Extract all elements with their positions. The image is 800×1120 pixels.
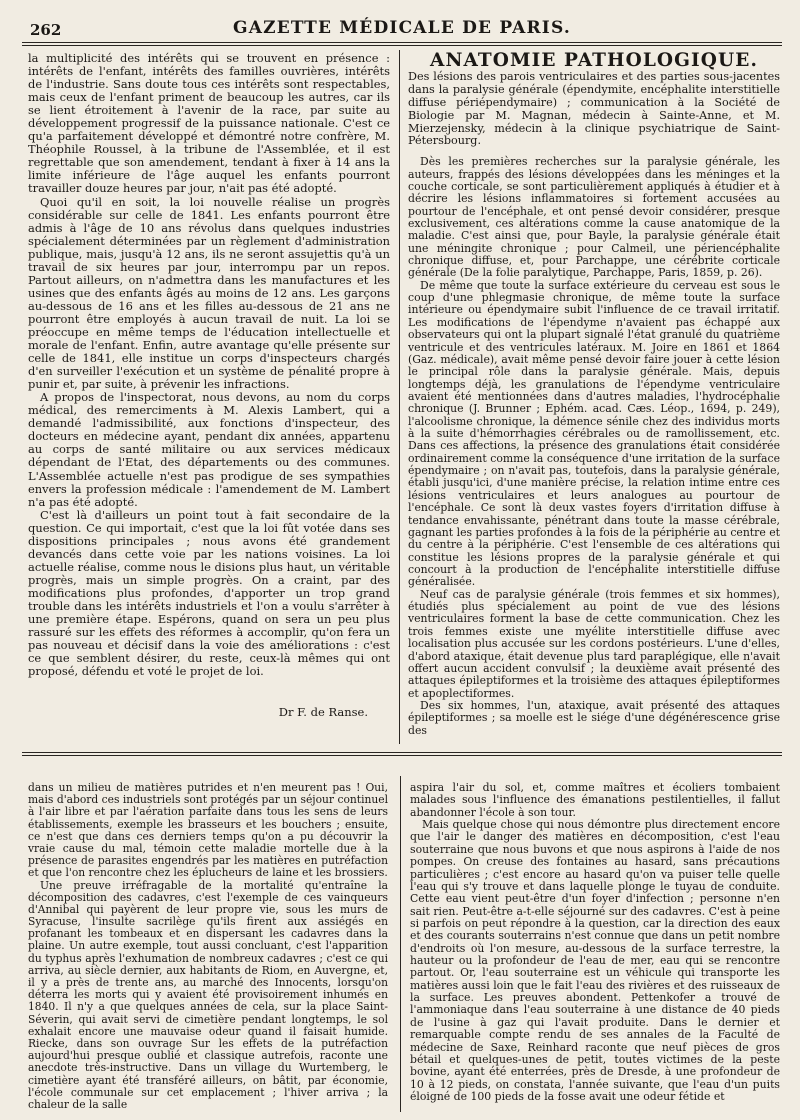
page-number: 262: [30, 21, 62, 39]
article-intro: Des lésions des parois ventriculaires et des parties sous-jacentes dans la paralysie générale (épendymite, encéphalite interstitielle diffuse périépendymaire) ; communication à la Société de Biologie par M. Magnan, médecin à Sainte-Anne, et M. Mierzejensky, médecin à la clinique psychiatrique de Saint-Pétersbourg.: [408, 70, 780, 148]
bottom-right-paragraph: aspira l'air du sol, et, comme maîtres et écoliers tombaient malades sous l'influence des émanations pestilentielles, il fallut abandonner l'école à son tour.: [410, 782, 780, 819]
right-column: [408, 52, 780, 742]
section-divider-double: [22, 755, 782, 756]
bottom-right-column: [410, 782, 780, 1112]
bottom-right-paragraph: Mais quelque chose qui nous démontre plus directement encore que l'air le danger des matières en décomposition, c'est l'eau souterraine que nous buvons et que nous aspirons à l'aide de nos pompes. On creuse des fontaines au hasard, sans précautions particulières ; c'est encore au hasard qu'on va puiser telle quelle l'eau qui s'y trouve et dans laquelle plonge le tuyau de conduite. Cette eau vient peut-être d'un foyer d'infection ; personne n'en sait rien. Peut-être a-t-elle séjourné sur des cadavres. C'est à peine si parfois on peut répondre à la question, car la direction des eaux et des courants souterrains n'est connue que dans un petit nombre d'endroits où l'on mesure, au-dessous de la surface terrestre, la hauteur ou la profondeur de l'eau de mer, eau qui se rencontre partout. Or, l'eau souterraine est un véhicule qui transporte les matières aussi loin que le fait l'eau des rivières et des ruisseaux de la surface. Les preuves abondent. Pettenkofer a trouvé de l'ammoniaque dans l'eau souterraine à une distance de 40 pieds de l'usine à gaz qui l'avait produite. Dans le dernier et remarquable compte rendu de ses annales de la Faculté de médecine de Saxe, Reinhard raconte que neuf pièces de gros bétail et quelques-unes de petit, toutes victimes de la peste bovine, ayant été enterrées, près de Dresde, à une profondeur de 10 à 12 pieds, on constata, l'année suivante, que l'eau d'un puits éloigné de 100 pieds de la fosse avait une odeur fétide et: [410, 818, 780, 1103]
header-rule: [22, 42, 782, 43]
page-header: [22, 18, 782, 40]
running-title: GAZETTE MÉDICALE DE PARIS.: [233, 18, 571, 38]
right-paragraph: De même que toute la surface extérieure du cerveau est sous le coup d'une phlegmasie chronique, de même toute la surface intérieure ou épendymaire subit l'influence de ce travail irritatif. Les modifications de l'épendyme n'avaient pas échappé aux observateurs qui ont la plupart signalé l'état granulé du quatrième ventricule et des ventricules latéraux. M. Joire en 1861 et 1864 (Gaz. médicale), avait même pensé devoir faire jouer à cette lésion le principal rôle dans la paralysie générale. Mais, depuis longtemps déjà, les granulations de l'épendyme ventriculaire avaient été mentionnées dans d'autres maladies, l'hydrocéphalie chronique (J. Brunner ; Ephém. acad. Cæs. Léop., 1694, p. 249), l'alcoolisme chronique, la démence sénile chez des individus morts à la suite d'hémorrhagies cérébrales ou de ramollissement, etc. Dans ces affections, la présence des granulations était considérée ordinairement comme la conséquence d'une irritation de la surface épendymaire ; on n'avait pas, toutefois, dans la paralysie générale, établi jusqu'ici, d'une manière précise, la relation intime entre ces lésions ventriculaires et leurs analogues au pourtour de l'encéphale. Ce sont là deux vastes foyers d'irritation diffuse à tendance envahissante, pénétrant dans toute la masse cérébrale, gagnant les parties profondes à la fois de la périphérie au centre et du centre à la périphérie. C'est l'ensemble de ces altérations qui constitue les lésions propres de la paralysie générale et qui concourt à la production de l'encéphalite interstitielle diffuse généralisée.: [408, 278, 780, 589]
bottom-left-paragraph: dans un milieu de matières putrides et n'en meurent pas ! Oui, mais d'abord ces industriels sont protégés par un séjour continuel à l'air libre et par l'aération parfaite dans tous les sens de leurs établissements, exemple les brasseurs et les bouchers ; ensuite, ce n'est que dans ces derniers temps qu'on a pu découvrir la vraie cause du mal, témoin cette maladie mortelle due à la présence de parasites engendrés par les matières en putréfaction et que l'on rencontre chez les éplucheurs de laine et les brossiers.: [28, 782, 388, 880]
right-paragraph: Dès les premières recherches sur la paralysie générale, les auteurs, frappés des lésions développées dans les méninges et la couche corticale, se sont particulièrement appliqués à étudier et à décrire les lésions inflammatoires si fortement accusées au pourtour de l'encéphale, et ont pensé devoir considérer, presque exclusivement, ces altérations comme la cause anatomique de la maladie. C'est ainsi que, pour Bayle, la paralysie générale était une méningite chronique ; pour Calmeil, une périencéphalite chronique diffuse, et, pour Parchappe, une cérébrite corticale générale (De la folie paralytique, Parchappe, Paris, 1859, p. 26).: [408, 155, 780, 280]
left-paragraph: A propos de l'inspectorat, nous devons, au nom du corps médical, des remerciments à M. Alexis Lambert, qui a demandé l'admissibilité, aux fonctions d'inspecteur, des docteurs en médecine ayant, pendant dix années, appartenu au corps de santé militaire ou aux services médicaux dépendant de l'Etat, des départements ou des communes. L'Assemblée actuelle n'est pas prodigue de ses sympathies envers la profession médicale : l'amendement de M. Lambert n'a pas été adopté.: [28, 390, 390, 509]
header-rule-double: [22, 45, 782, 46]
right-paragraph: Neuf cas de paralysie générale (trois femmes et six hommes), étudiés plus spécialement au point de vue des lésions ventriculaires forment la base de cette communication. Chez les trois femmes existe une myélite interstitielle diffuse avec localisation plus accusée sur les cordons postérieurs. L'une d'elles, d'abord ataxique, était devenue plus tard paraplégique, elle n'avait offert aucun accident convulsif ; la deuxième avait présenté des attaques épileptiformes et la troisième des attaques épileptiformes et apoplectiformes.: [408, 587, 780, 700]
right-paragraph: Des six hommes, l'un, ataxique, avait présenté des attaques épileptiformes ; sa moelle est le siége d'une dégénérescence grise des: [408, 698, 780, 737]
section-divider: [22, 752, 782, 753]
left-paragraph: la multiplicité des intérêts qui se trouvent en présence : intérêts de l'enfant, intérêts des familles ouvrières, intérêts de l'industrie. Sans doute tous ces intérêts sont respectables, mais ceux de l'enfant priment de beaucoup les autres, car ils se lient étroitement à l'avenir de la race, par suite au développement progressif de la puissance nationale. C'est ce qu'a parfaitement développé et démontré notre confrère, M. Théophile Roussel, à la tribune de l'Assemblée, et il est regrettable que son amendement, tendant à fixer à 14 ans la limite inférieure de l'âge auquel les enfants pourront travailler douze heures par jour, n'ait pas été adopté.: [28, 52, 390, 196]
left-column: [28, 52, 390, 736]
left-paragraph: Quoi qu'il en soit, la loi nouvelle réalise un progrès considérable sur celle de 1841. Les enfants pourront être admis à l'âge de 10 ans révolus dans quelques industries spécialement déterminées par un règlement d'administration publique, mais, jusqu'à 12 ans, ils ne seront assujettis qu'à un travail de six heures par jour, interrompu par un repos. Partout ailleurs, on n'admettra dans les manufactures et les usines que des enfants âgés au moins de 12 ans. Les garçons au-dessous de 16 ans et les filles au-dessous de 21 ans ne pourront être employés à aucun travail de nuit. La loi se préoccupe en même temps de l'éducation intellectuelle et morale de l'enfant. Enfin, autre avantage qu'elle présente sur celle de 1841, elle institue un corps d'inspecteurs chargés d'en surveiller l'exécution et un système de pénalité propre à punir et, par suite, à prévenir les infractions.: [28, 194, 390, 392]
column-rule: [399, 50, 400, 744]
left-paragraph: C'est là d'ailleurs un point tout à fait secondaire de la question. Ce qui importait, c'est que la loi fût votée dans ses dispositions principales ; nous avons été grandement devancés dans cette voie par les nations voisines. La loi actuelle réalise, comme nous le disions plus haut, un véritable progrès, mais un simple progrès. On a craint, par des modifications plus profondes, d'apporter un trop grand trouble dans les intérêts industriels et l'on a voulu s'arrêter à une première étape. Espérons, quand on sera un peu plus rassuré sur les effets des réformes à accomplir, qu'on fera un pas nouveau et décisif dans la voie des améliorations : c'est ce que semblent désirer, du reste, ceux-là mêmes qui ont proposé, défendu et voté le projet de loi.: [28, 507, 390, 679]
bottom-left-paragraph: Une preuve irréfragable de la mortalité qu'entraîne la décomposition des cadavres, c'est l'exemple de ces vainqueurs d'Annibal qui payèrent de leur propre vie, sous les murs de Syracuse, l'insulte sacrilège qu'ils firent aux assiégés en profanant les tombeaux et en dispersant les cadavres dans la plaine. Un autre exemple, tout aussi concluant, c'est l'apparition du typhus après l'exhumation de nombreux cadavres ; c'est ce qui arriva, au siècle dernier, aux habitants de Riom, en Auvergne, et, il y a près de trente ans, au marché des Innocents, lorsqu'on déterra les morts qui y avaient été provisoirement inhumés en 1840. Il n'y a que quelques années de cela, sur la place Saint-Séverin, qui avait servi de cimetière pendant longtemps, le sol exhalait encore une mauvaise odeur quand il faisait humide. Riecke, dans son ouvrage Sur les effets de la putréfaction aujourd'hui presque oublié et classique autrefois, raconte une anecdote très-instructive. Dans un village du Wurtemberg, le cimetière ayant été transféré ailleurs, on bâtit, par économie, l'école communale sur cet emplacement ; l'hiver arriva ; la chaleur de la salle: [28, 878, 388, 1111]
bottom-left-column: [28, 782, 388, 1112]
section-title: ANATOMIE PATHOLOGIQUE.: [430, 52, 758, 71]
bottom-column-rule: [400, 776, 401, 1112]
author-signature: Dr F. de Ranse.: [278, 705, 368, 720]
